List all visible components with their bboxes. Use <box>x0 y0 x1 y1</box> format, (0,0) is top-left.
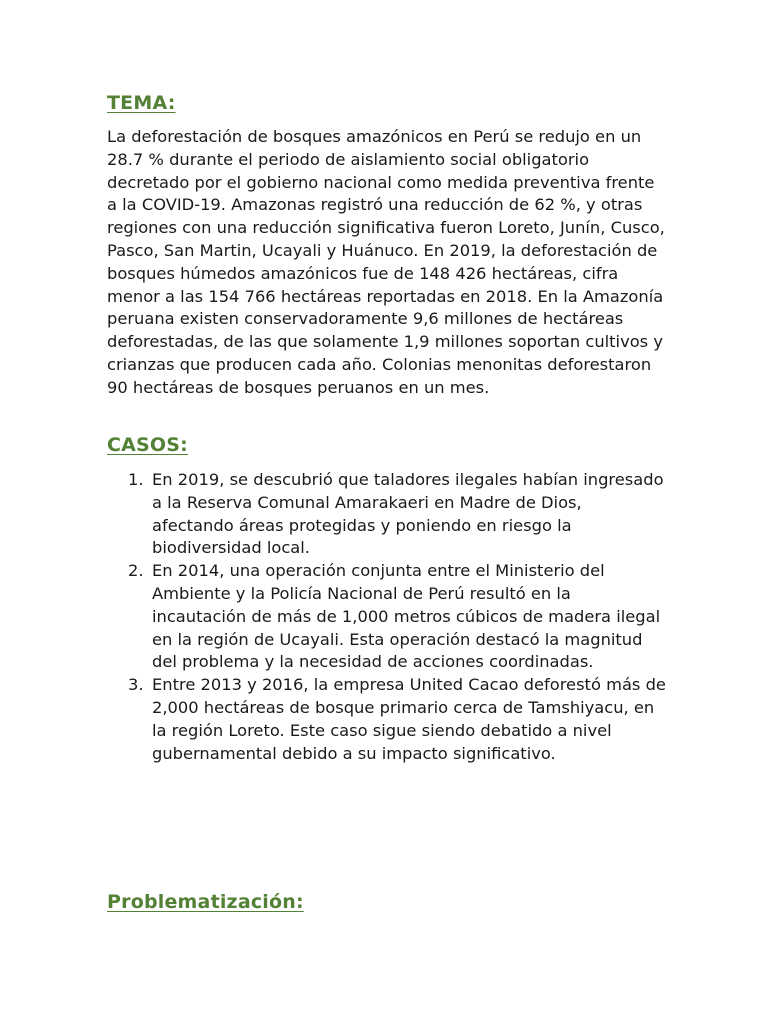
case-item-2 <box>107 560 667 674</box>
section-heading-casos: CASOS: <box>107 434 188 456</box>
cases-list <box>107 469 667 765</box>
case-item-3 <box>107 674 667 765</box>
case-item-1 <box>107 469 667 560</box>
case-number: 3. <box>128 675 144 695</box>
case-text: En 2014, una operación conjunta entre el Ministerio del Ambiente y la Policía Nacional de Perú resultó en la incautación de más de 1,000 metros cúbicos de madera ilegal en la región de Ucayali. Esta operación destacó la magnitud del problema y la necesidad de acciones coordinadas. <box>152 561 661 672</box>
section-heading-tema: TEMA: <box>107 92 176 114</box>
tema-paragraph: La deforestación de bosques amazónicos en Perú se redujo en un 28.7 % durante el periodo de aislamiento social obligatorio decretado por el gobierno nacional como medida preventiva frente a la COVID-19. Amazonas registró una reducción de 62 %, y otras regiones con una reducción significativa fueron Loreto, Junín, Cusco, Pasco, San Martin, Ucayali y Huánuco. En 2019, la deforestación de bosques húmedos amazónicos fue de 148 426 hectáreas, cifra menor a las 154 766 hectáreas reportadas en 2018. En la Amazonía peruana existen conservadoramente 9,6 millones de hectáreas deforestadas, de las que solamente 1,9 millones soportan cultivos y crianzas que producen cada año. Colonias menonitas deforestaron 90 hectáreas de bosques peruanos en un mes. <box>107 127 665 397</box>
section-heading-problematizacion: Problematización: <box>107 891 304 913</box>
case-text: En 2019, se descubrió que taladores ilegales habían ingresado a la Reserva Comunal Amarakaeri en Madre de Dios, afectando áreas protegidas y poniendo en riesgo la biodiversidad local. <box>152 470 664 558</box>
case-number: 2. <box>128 561 144 581</box>
case-text: Entre 2013 y 2016, la empresa United Cacao deforestó más de 2,000 hectáreas de bosque primario cerca de Tamshiyacu, en la región Loreto. Este caso sigue siendo debatido a nivel gubernamental debido a su impacto significativo. <box>152 675 666 763</box>
case-number: 1. <box>128 470 144 489</box>
